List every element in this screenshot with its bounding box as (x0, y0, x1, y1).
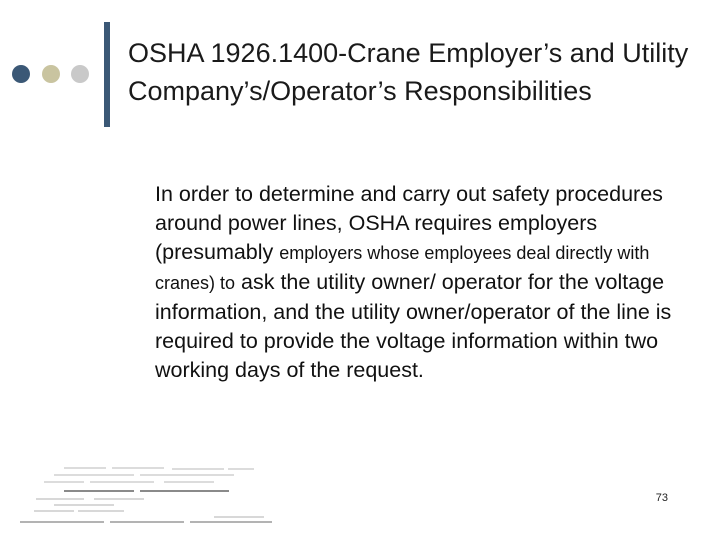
body-text-part-2: employers whose employees deal directly with cranes) to (155, 243, 650, 293)
body-text-part-1: In order to determine and carry out safety procedures around power lines, OSHA requires employers (presumably (155, 182, 663, 264)
body-text-part-3: ask the utility owner/ operator for the voltage information, and the utility owner/operator of the line is required to provide the voltage information within two working days of the request. (155, 270, 672, 382)
title-accent-bar (104, 22, 110, 127)
document-thumbnail-image (14, 462, 276, 528)
decor-dot-blue (12, 65, 30, 83)
slide-body (155, 180, 675, 385)
slide-title: OSHA 1926.1400-Crane Employer’s and Utility Company’s/Operator’s Responsibilities (128, 38, 689, 106)
page-number: 73 (655, 492, 668, 504)
decor-dot-tan (42, 65, 60, 83)
decor-dot-gray (71, 65, 89, 83)
